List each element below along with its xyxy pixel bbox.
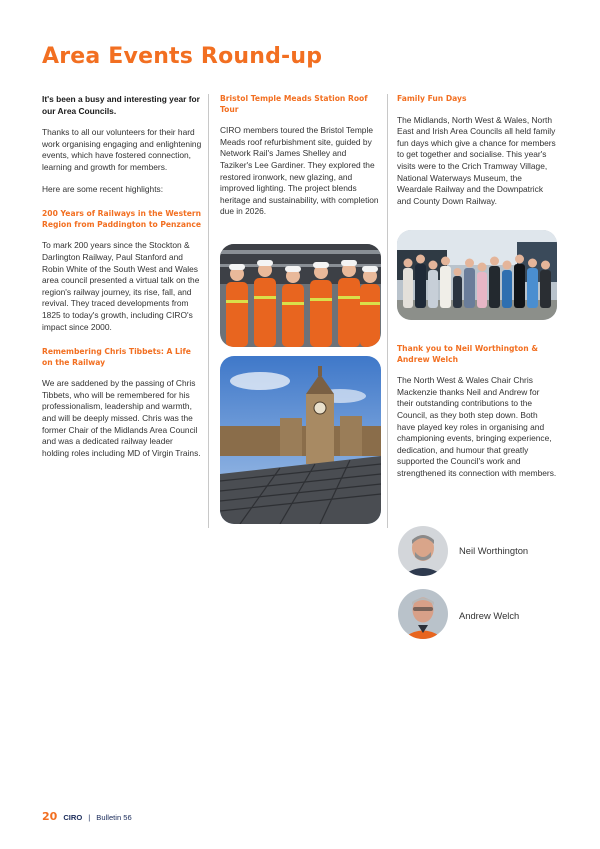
issue-label: Bulletin 56 bbox=[96, 813, 132, 822]
lead-paragraph: It's been a busy and interesting year for our Area Councils. bbox=[42, 94, 200, 116]
highlights-intro: Here are some recent highlights: bbox=[42, 183, 164, 194]
person-name-neil: Neil Worthington bbox=[459, 545, 529, 556]
section-heading-bristol-tour: Bristol Temple Meads Station Roof Tour bbox=[220, 94, 368, 114]
avatar-neil-worthington bbox=[398, 526, 448, 576]
column-divider bbox=[387, 94, 388, 528]
section-body-chris-tibbets: We are saddened by the passing of Chris Tibbets, who will be remembered for his professionalism, leadership and warmth, and will be deeply missed. Chris was the former Chair of the Midlands Area Council and was a dedicated railway leader holding roles including MD of Virgin Trains. bbox=[42, 378, 201, 458]
photo-temple-meads-tower bbox=[220, 356, 381, 524]
section-body-railways-200: To mark 200 years since the Stockton & Darlington Railway, Paul Stanford and Robin White of the South West and Wales area council presented a virtual talk on the region's railway journey, its rise, fall, and revival. They traced developments from 1825 to today's growth, including CIRO's impact since 2000. bbox=[42, 240, 200, 332]
section-heading-railways-200: 200 Years of Railways in the Western Region from Paddington to Penzance bbox=[42, 209, 202, 229]
column-right-lower bbox=[397, 344, 557, 490]
footer-separator: | bbox=[88, 813, 91, 822]
column-divider bbox=[208, 94, 209, 528]
photo-workers-hi-vis bbox=[220, 244, 381, 347]
intro-paragraph: Thanks to all our volunteers for their hard work organising engaging and enlightening events, which have fostered connection, learning and growth for members. bbox=[42, 127, 202, 172]
section-body-bristol-tour: CIRO members toured the Bristol Temple Meads roof refurbishment site, guided by Network Rail's James Shelley and Taziker's Lee Gardiner. They explored the restored ironwork, new glazing, and improved lighting. The project blends heritage and sustainability, with completion due in 2026. bbox=[220, 125, 379, 217]
section-body-family-fun-days: The Midlands, North West & Wales, North East and Irish Area Councils all held family fun days which give a chance for members to get together and socialise. This year's visits were to the Crich Tramway Village, National Waterways Museum, the Weardale Railway and the Downpatrick and County Down Railway. bbox=[397, 114, 556, 206]
section-heading-thank-you: Thank you to Neil Worthington & Andrew Welch bbox=[397, 344, 538, 364]
avatar-andrew-welch bbox=[398, 589, 448, 639]
section-heading-chris-tibbets: Remembering Chris Tibbets: A Life on the Railway bbox=[42, 347, 191, 367]
photo-family-fun-day-group bbox=[397, 230, 557, 320]
section-heading-family-fun-days: Family Fun Days bbox=[397, 94, 467, 103]
publication-name: CIRO bbox=[63, 813, 83, 822]
page-title: Area Events Round-up bbox=[42, 44, 323, 69]
page-footer bbox=[42, 810, 132, 823]
person-name-andrew: Andrew Welch bbox=[459, 610, 520, 621]
section-body-thank-you: The North West & Wales Chair Chris Mackenzie thanks Neil and Andrew for their outstanding contributions to the Council, as they both step down. Both have played key roles in organising and championing events, bringing experience, dedication, and humour that greatly supported the Council's work and strengthened its connection with members. bbox=[397, 375, 557, 478]
column-middle bbox=[220, 94, 380, 228]
column-right bbox=[397, 94, 557, 217]
column-left bbox=[42, 94, 202, 469]
page-number: 20 bbox=[42, 810, 58, 823]
